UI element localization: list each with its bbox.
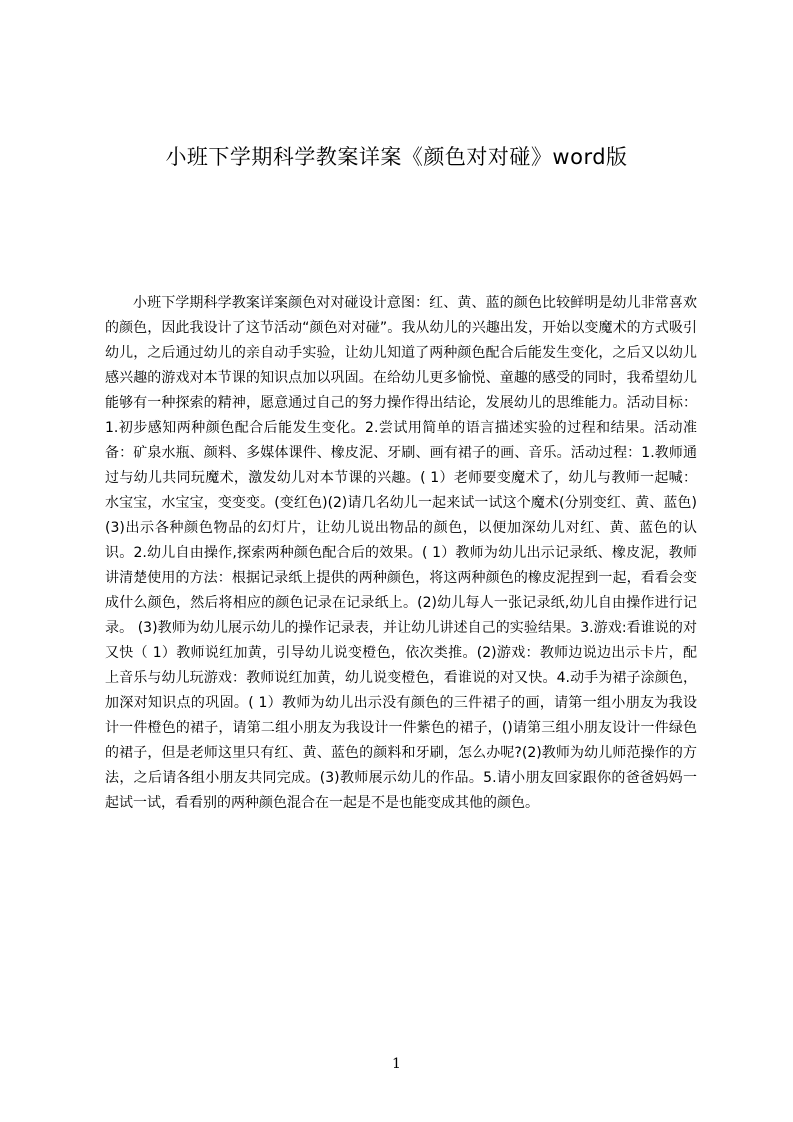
body-paragraph: 小班下学期科学教案详案颜色对对碰设计意图：红、黄、蓝的颜色比较鲜明是幼儿非常喜欢的颜色，因此我设计了这节活动“颜色对对碰”。我从幼儿的兴趣出发，开始以变魔术的方式吸引幼儿，之后通过幼儿的亲自动手实验，让幼儿知道了两种颜色配合后能发生变化，之后又以幼儿感兴趣的游戏对本节课的知识点加以巩固。在给幼儿更多愉悦、童趣的感受的同时，我希望幼儿能够有一种探索的精神，愿意通过自己的努力操作得出结论，发展幼儿的思维能力。活动目标：1.初步感知两种颜色配合后能发生变化。2.尝试用简单的语言描述实验的过程和结果。活动准备：矿泉水瓶、颜料、多媒体课件、橡皮泥、牙刷、画有裙子的画、音乐。活动过程：1.教师通过与幼儿共同玩魔术，激发幼儿对本节课的兴趣。( 1）老师要变魔术了，幼儿与教师一起喊：水宝宝，水宝宝，变变变。(变红色)(2)请几名幼儿一起来试一试这个魔术(分别变红、黄、蓝色)(3)出示各种颜色物品的幻灯片，让幼儿说出物品的颜色，以便加深幼儿对红、黄、蓝色的认识。2.幼儿自由操作,探索两种颜色配合后的效果。( 1）教师为幼儿出示记录纸、橡皮泥，教师讲清楚使用的方法：根据记录纸上提供的两种颜色，将这两种颜色的橡皮泥捏到一起，看看会变成什么颜色，然后将相应的颜色记录在记录纸上。(2)幼儿每人一张记录纸,幼儿自由操作进行记录。 (3)教师为幼儿展示幼儿的操作记录表，并让幼儿讲述自己的实验结果。3.游戏:看谁说的对又快（ 1）教师说红加黄，引导幼儿说变橙色，依次类推。(2)游戏：教师边说边出示卡片，配上音乐与幼儿玩游戏：教师说红加黄，幼儿说变橙色，看谁说的对又快。4.动手为裙子涂颜色，加深对知识点的巩固。( 1）教师为幼儿出示没有颜色的三件裙子的画，请第一组小朋友为我设计一件橙色的裙子，请第二组小朋友为我设计一件紫色的裙子，()请第三组小朋友设计一件绿色的裙子，但是老师这里只有红、黄、蓝色的颜料和牙刷，怎么办呢?(2)教师为幼儿师范操作的方法，之后请各组小朋友共同完成。(3)教师展示幼儿的作品。5.请小朋友回家跟你的爸爸妈妈一起试一试，看看别的两种颜色混合在一起是不是也能变成其他的颜色。	[105, 295, 697, 811]
page-number: 1	[392, 1056, 401, 1072]
document-title: 小班下学期科学教案详案《颜色对对碰》word版	[165, 145, 628, 169]
